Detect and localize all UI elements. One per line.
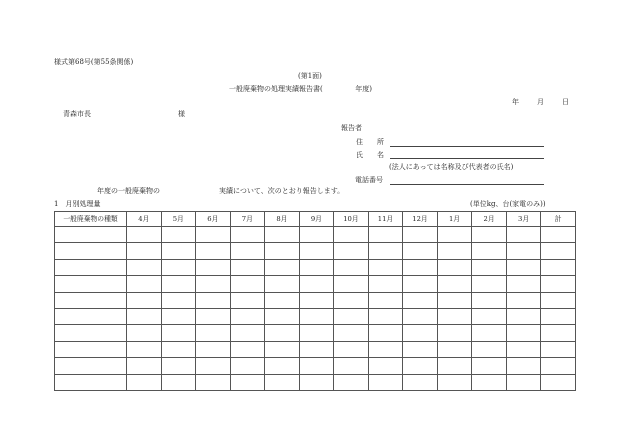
amount-cell[interactable] [368,358,403,374]
report-title-suffix: 年度) [355,85,372,93]
amount-cell[interactable] [299,259,334,275]
total-cell[interactable] [541,374,576,390]
amount-cell[interactable] [472,227,507,243]
header-month: 3月 [506,212,541,227]
header-month: 7月 [230,212,265,227]
amount-cell[interactable] [230,227,265,243]
header-total: 計 [541,212,576,227]
amount-cell[interactable] [196,276,231,292]
amount-cell[interactable] [334,308,369,324]
amount-cell[interactable] [299,308,334,324]
total-cell[interactable] [541,276,576,292]
amount-cell[interactable] [403,276,438,292]
waste-type-cell[interactable] [55,374,127,390]
waste-type-cell[interactable] [55,227,127,243]
amount-cell[interactable] [196,341,231,357]
total-cell[interactable] [541,292,576,308]
amount-cell[interactable] [437,243,472,259]
waste-type-cell[interactable] [55,259,127,275]
amount-cell[interactable] [161,341,196,357]
amount-cell[interactable] [437,292,472,308]
amount-cell[interactable] [437,276,472,292]
amount-cell[interactable] [127,358,162,374]
amount-cell[interactable] [265,243,300,259]
amount-cell[interactable] [506,325,541,341]
amount-cell[interactable] [403,358,438,374]
statement-part2: 実績について、次のとおり報告します。 [219,187,345,195]
report-title-prefix: 一般廃棄物の処理実績報告書( [229,85,323,93]
amount-cell[interactable] [161,325,196,341]
header-month: 10月 [334,212,369,227]
amount-cell[interactable] [196,259,231,275]
amount-cell[interactable] [403,374,438,390]
amount-cell[interactable] [334,227,369,243]
amount-cell[interactable] [403,259,438,275]
header-month: 1月 [437,212,472,227]
amount-cell[interactable] [403,325,438,341]
table-row [55,308,576,324]
amount-cell[interactable] [437,358,472,374]
amount-cell[interactable] [127,325,162,341]
amount-cell[interactable] [230,259,265,275]
amount-cell[interactable] [472,341,507,357]
amount-cell[interactable] [127,227,162,243]
amount-cell[interactable] [161,276,196,292]
table-row [55,341,576,357]
amount-cell[interactable] [368,259,403,275]
addressee-honorific: 様 [178,110,185,118]
amount-cell[interactable] [230,325,265,341]
amount-cell[interactable] [506,259,541,275]
table-header-row [55,212,576,227]
amount-cell[interactable] [368,374,403,390]
amount-cell[interactable] [506,243,541,259]
total-cell[interactable] [541,325,576,341]
reporter-label: 報告者 [341,124,362,132]
form-number: 様式第68号(第55条関係) [54,58,134,66]
amount-cell[interactable] [265,374,300,390]
amount-cell[interactable] [472,259,507,275]
page-label: (第1面) [298,72,322,80]
corporation-note: (法人にあっては名称及び代表者の氏名) [389,163,514,171]
amount-cell[interactable] [230,374,265,390]
amount-cell[interactable] [506,341,541,357]
table-row [55,358,576,374]
date-year: 年 [512,98,519,106]
amount-cell[interactable] [196,308,231,324]
amount-cell[interactable] [230,276,265,292]
amount-cell[interactable] [472,374,507,390]
amount-cell[interactable] [334,243,369,259]
amount-cell[interactable] [437,325,472,341]
amount-cell[interactable] [506,227,541,243]
unit-note: (単位kg、台(家電のみ)) [470,200,546,208]
amount-cell[interactable] [161,358,196,374]
amount-cell[interactable] [403,308,438,324]
amount-cell[interactable] [196,374,231,390]
amount-cell[interactable] [334,276,369,292]
amount-cell[interactable] [368,325,403,341]
amount-cell[interactable] [334,325,369,341]
amount-cell[interactable] [368,292,403,308]
total-cell[interactable] [541,227,576,243]
total-cell[interactable] [541,243,576,259]
phone-label: 電話番号 [355,176,383,184]
amount-cell[interactable] [196,325,231,341]
table-row [55,276,576,292]
amount-cell[interactable] [334,358,369,374]
amount-cell[interactable] [299,243,334,259]
waste-type-cell[interactable] [55,341,127,357]
amount-cell[interactable] [161,308,196,324]
header-waste-type: 一般廃棄物の種類 [55,212,127,227]
amount-cell[interactable] [403,243,438,259]
amount-cell[interactable] [230,243,265,259]
amount-cell[interactable] [265,276,300,292]
header-month: 5月 [161,212,196,227]
phone-field[interactable] [390,184,544,185]
amount-cell[interactable] [506,308,541,324]
amount-cell[interactable] [437,374,472,390]
amount-cell[interactable] [334,341,369,357]
amount-cell[interactable] [127,243,162,259]
amount-cell[interactable] [265,292,300,308]
amount-cell[interactable] [161,259,196,275]
header-month: 9月 [299,212,334,227]
amount-cell[interactable] [368,276,403,292]
amount-cell[interactable] [334,259,369,275]
total-cell[interactable] [541,308,576,324]
date-day: 日 [562,98,569,106]
amount-cell[interactable] [230,292,265,308]
name-field[interactable] [390,158,544,159]
amount-cell[interactable] [299,358,334,374]
header-month: 12月 [403,212,438,227]
amount-cell[interactable] [472,325,507,341]
table-row [55,292,576,308]
amount-cell[interactable] [299,292,334,308]
amount-cell[interactable] [127,308,162,324]
amount-cell[interactable] [437,308,472,324]
statement-part1: 年度の一般廃棄物の [97,187,160,195]
amount-cell[interactable] [506,276,541,292]
amount-cell[interactable] [472,276,507,292]
monthly-processing-table [54,211,576,391]
amount-cell[interactable] [265,325,300,341]
amount-cell[interactable] [265,358,300,374]
amount-cell[interactable] [506,358,541,374]
table-row [55,325,576,341]
header-month: 6月 [196,212,231,227]
amount-cell[interactable] [472,292,507,308]
amount-cell[interactable] [506,374,541,390]
amount-cell[interactable] [299,276,334,292]
amount-cell[interactable] [403,227,438,243]
amount-cell[interactable] [403,292,438,308]
amount-cell[interactable] [196,227,231,243]
amount-cell[interactable] [127,374,162,390]
total-cell[interactable] [541,341,576,357]
amount-cell[interactable] [127,276,162,292]
amount-cell[interactable] [472,308,507,324]
table-body [55,227,576,391]
addressee-name: 青森市長 [63,110,91,118]
amount-cell[interactable] [230,341,265,357]
amount-cell[interactable] [127,259,162,275]
amount-cell[interactable] [368,341,403,357]
amount-cell[interactable] [127,341,162,357]
amount-cell[interactable] [161,374,196,390]
waste-type-cell[interactable] [55,308,127,324]
amount-cell[interactable] [437,259,472,275]
amount-cell[interactable] [230,358,265,374]
amount-cell[interactable] [161,243,196,259]
amount-cell[interactable] [506,292,541,308]
amount-cell[interactable] [161,227,196,243]
amount-cell[interactable] [334,292,369,308]
amount-cell[interactable] [368,227,403,243]
section-title: 1 月別処理量 [54,200,101,208]
amount-cell[interactable] [368,308,403,324]
amount-cell[interactable] [437,341,472,357]
amount-cell[interactable] [368,243,403,259]
name-label: 氏 名 [356,151,384,159]
address-label: 住 所 [356,138,384,146]
header-month: 2月 [472,212,507,227]
amount-cell[interactable] [127,292,162,308]
table-row [55,259,576,275]
amount-cell[interactable] [299,325,334,341]
waste-type-cell[interactable] [55,325,127,341]
amount-cell[interactable] [196,358,231,374]
amount-cell[interactable] [265,341,300,357]
table-row [55,243,576,259]
total-cell[interactable] [541,259,576,275]
amount-cell[interactable] [196,292,231,308]
amount-cell[interactable] [265,227,300,243]
header-month: 8月 [265,212,300,227]
amount-cell[interactable] [334,374,369,390]
amount-cell[interactable] [161,292,196,308]
address-field[interactable] [390,146,544,147]
amount-cell[interactable] [472,358,507,374]
table-row [55,227,576,243]
amount-cell[interactable] [265,308,300,324]
total-cell[interactable] [541,358,576,374]
amount-cell[interactable] [472,243,507,259]
report-title [229,86,372,93]
header-month: 4月 [127,212,162,227]
date-month: 月 [537,98,544,106]
amount-cell[interactable] [230,308,265,324]
table-row [55,374,576,390]
waste-type-cell[interactable] [55,358,127,374]
waste-type-cell[interactable] [55,292,127,308]
amount-cell[interactable] [299,341,334,357]
amount-cell[interactable] [437,227,472,243]
amount-cell[interactable] [265,259,300,275]
waste-type-cell[interactable] [55,276,127,292]
amount-cell[interactable] [299,227,334,243]
amount-cell[interactable] [403,341,438,357]
amount-cell[interactable] [299,374,334,390]
waste-type-cell[interactable] [55,243,127,259]
header-month: 11月 [368,212,403,227]
amount-cell[interactable] [196,243,231,259]
